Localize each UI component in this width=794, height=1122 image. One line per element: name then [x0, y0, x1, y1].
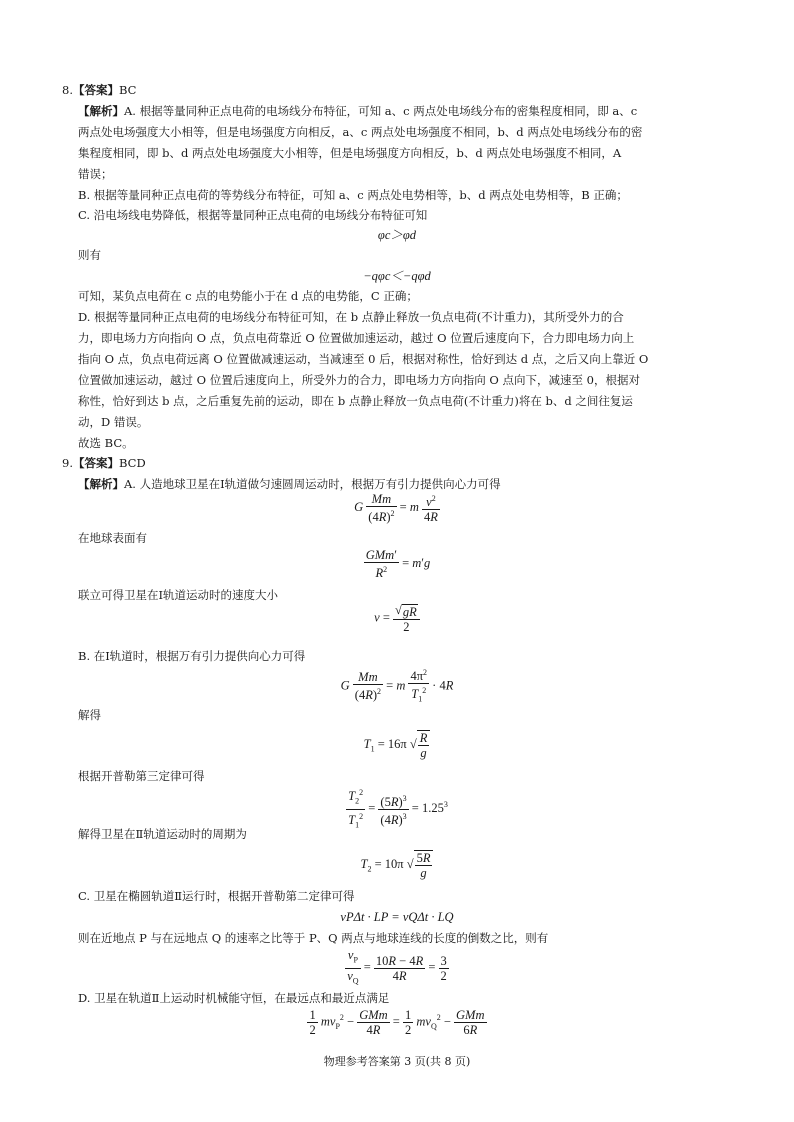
q9-a-line: [78, 476, 501, 492]
q8-c-eq1: φc＞φd: [377, 228, 417, 242]
q9-c-eq: vPΔt · LP = vQΔt · LQ: [340, 910, 454, 924]
q8-answer-tag: 【答案】: [72, 83, 119, 97]
q8-answer: BC: [118, 83, 137, 97]
q8-analysis-tag: 【解析】: [78, 104, 124, 118]
q8-d-line1: D. 根据等量同种正点电荷的电场线分布特征可知，在 b 点静止释放一负点电荷(不计重力)，其所受外力的合: [78, 310, 624, 324]
q8-b-line: B. 根据等量同种正点电荷的等势线分布特征，可知 a、c 两点处电势相等，b、d 两点处电势相等，B 正确；: [78, 188, 628, 202]
q9-c-concl: 则在近地点 P 与在远地点 Q 的速率之比等于 P、Q 两点与地球连线的长度的倒数之比，则有: [78, 931, 549, 945]
q8-a-line1: [78, 103, 637, 119]
q9-header: [62, 455, 146, 471]
q8-c-line: C. 沿电场线电势降低，根据等量同种正点电荷的电场线分布特征可知: [78, 208, 428, 222]
q9-answer-tag: 【答案】: [72, 456, 119, 470]
q8-c-concl: 可知，某负点电荷在 c 点的电势能小于在 d 点的电势能，C 正确；: [78, 289, 418, 303]
q8-a-line4: 错误；: [78, 167, 113, 181]
q9-a-text: A. 人造地球卫星在Ⅰ轨道做匀速圆周运动时，根据万有引力提供向心力可得: [124, 477, 501, 491]
q9-eq-t2: $T_2 = 10\pi$ √ $\frac{5R}{g}$: [0, 850, 794, 880]
q9-eq-gravity-circular: G $\frac{Mm}{(4R)^2}$ = m $\frac{v^2}{4R}$: [354, 492, 438, 525]
q8-a-line3: 集程度相同，即 b、d 两点处电场强度大小相等，但是电场强度方向相反，b、d 两点处电场强度不相同，A: [78, 146, 622, 160]
q8-a-line2: 两点处电场强度大小相等，但是电场强度方向相反，a、c 两点处电场强度不相同，b、d 两点处电场线分布的密: [78, 125, 643, 139]
q8-d-line4: 位置做加速运动，越过 O 位置后速度向上，所受外力的合力，即电场力方向指向 O 点向下，减速至 0，根据对: [78, 373, 640, 387]
q9-number: 9.: [62, 456, 73, 470]
q8-header: [62, 82, 136, 98]
q9-surface: 在地球表面有: [78, 531, 147, 545]
q9-eq-velocity: v = $\frac{√gR}{2}$: [0, 603, 794, 634]
q8-final: 故选 BC。: [78, 436, 134, 450]
q9-eq-t1: $T_1 = 16\pi$ √ $\frac{R}{g}$: [0, 730, 794, 760]
q9-analysis-tag: 【解析】: [78, 477, 124, 491]
q8-d-line5: 称性，恰好到达 b 点，之后重复先前的运动，即在 b 点静止释放一负点电荷(不计重力)将在 b、d 之间往复运: [78, 394, 633, 408]
page-footer: 物理参考答案第 3 页(共 8 页): [323, 1055, 471, 1068]
q8-c-eq2: −qφc＜−qφd: [363, 269, 431, 283]
q9-eq-energy: $\frac{1}{2}$ $mv_P^2$ − $\frac{\text{GMm}}{4R}$ = $\frac{1}{2}$ $mv_Q^2$ − $\frac{\text{GMm}}{6R}$: [309, 1008, 485, 1037]
q9-eq-kepler3: $\frac{T_2^2}{T_1^2}$ = $\frac{(5R)^3}{(4R)^3}$ = $1.25^3$: [348, 788, 448, 830]
q9-joint: 联立可得卫星在Ⅰ轨道运动时的速度大小: [78, 588, 279, 602]
q9-eq-speed-ratio: $\frac{v_P}{v_Q}$ = $\frac{10R - 4R}{4R}$ = $\frac{3}{2}$: [347, 948, 447, 985]
q9-eq-surface: $\frac{\text{GMm′}}{R^2}$ = m′g: [365, 548, 431, 581]
q8-d-line6: 动，D 错误。: [78, 415, 149, 429]
q8-a-text1: A. 根据等量同种正点电荷的电场线分布特征，可知 a、c 两点处电场线分布的密集程度相同，即 a、c: [124, 104, 638, 118]
q9-b-line: B. 在Ⅰ轨道时，根据万有引力提供向心力可得: [78, 649, 306, 663]
q9-eq-period1: G $\frac{Mm}{(4R)^2}$ = m $\frac{4\pi^2}{T_1^2}$ · 4R: [340, 668, 454, 704]
q9-kepler3: 根据开普勒第三定律可得: [78, 769, 205, 783]
q9-d-line: D. 卫星在轨道Ⅱ上运动时机械能守恒，在最远点和最近点满足: [78, 991, 390, 1005]
q9-answer: BCD: [118, 456, 146, 470]
q8-d-line3: 指向 O 点，负点电荷远离 O 位置做减速运动，当减速至 0 后，根据对称性，恰好到达 d 点，之后又向上靠近 O: [78, 352, 649, 366]
q8-d-line2: 力，即电场力方向指向 O 点，负点电荷靠近 O 位置做加速运动，越过 O 位置后速度向下，合力即电场力向上: [78, 331, 635, 345]
q8-c-then: 则有: [78, 248, 101, 262]
q9-c-line: C. 卫星在椭圆轨道Ⅱ运行时，根据开普勒第二定律可得: [78, 889, 355, 903]
q9-period2: 解得卫星在Ⅱ轨道运动时的周期为: [78, 827, 247, 841]
q8-number: 8.: [62, 83, 73, 97]
q9-solve1: 解得: [78, 708, 101, 722]
